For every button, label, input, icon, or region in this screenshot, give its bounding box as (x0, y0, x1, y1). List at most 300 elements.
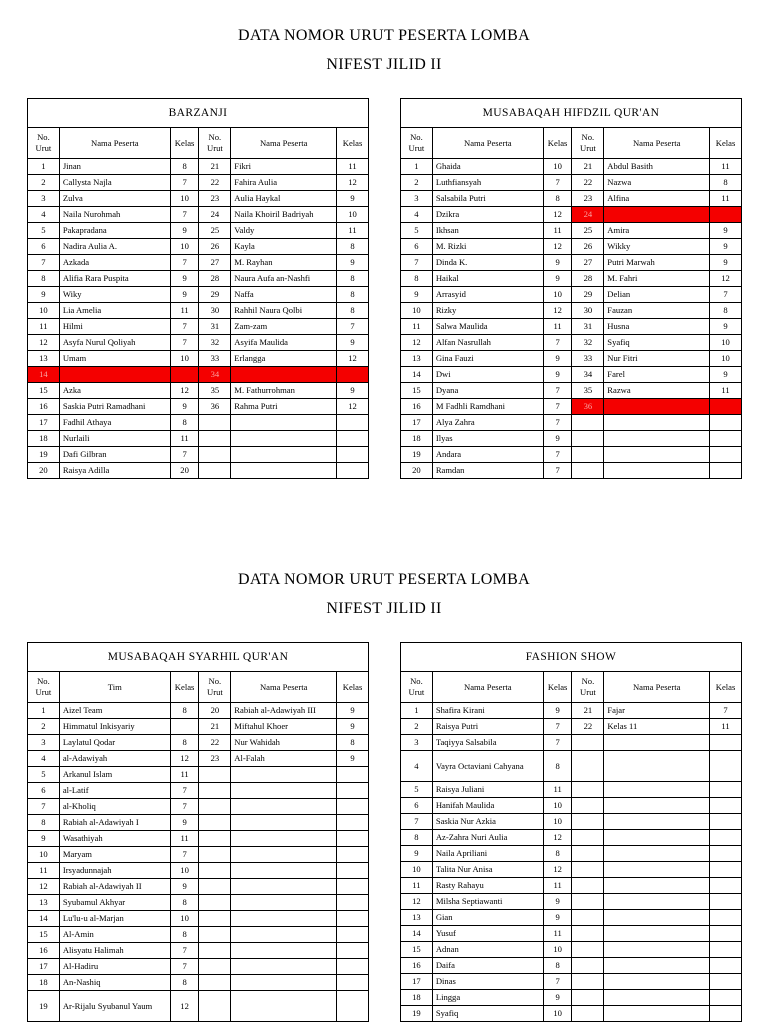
table-row (28, 431, 369, 447)
row-number (572, 735, 604, 751)
row-name: Arkanul Islam (59, 767, 170, 783)
row-class: 7 (337, 319, 369, 335)
row-name (604, 1006, 710, 1022)
row-class: 11 (543, 223, 572, 239)
table-row (28, 943, 369, 959)
row-name: Miftahul Khoer (231, 719, 337, 735)
table-row (401, 431, 742, 447)
row-name: Nur Fitri (604, 351, 710, 367)
row-name: M Fadhli Ramdhani (432, 399, 543, 415)
row-name (604, 463, 710, 479)
row-class (710, 782, 742, 798)
row-name: Valdy (231, 223, 337, 239)
row-name: Dwi (432, 367, 543, 383)
row-number: 11 (401, 319, 433, 335)
row-class: 8 (337, 271, 369, 287)
row-class: 8 (170, 975, 199, 991)
syarhil-table (27, 642, 369, 1022)
row-class: 8 (543, 958, 572, 974)
row-number (199, 927, 231, 943)
row-name (231, 767, 337, 783)
row-class (710, 878, 742, 894)
row-number: 30 (199, 303, 231, 319)
row-class (337, 975, 369, 991)
row-name (604, 798, 710, 814)
row-name: Naila Khoiril Badriyah (231, 207, 337, 223)
row-number: 10 (28, 303, 60, 319)
row-class: 11 (710, 159, 742, 175)
row-class (710, 415, 742, 431)
row-name: Nazwa (604, 175, 710, 191)
row-class: 10 (543, 287, 572, 303)
row-name: Aulia Haykal (231, 191, 337, 207)
row-name: Rabiah al-Adawiyah I (59, 815, 170, 831)
row-name (604, 415, 710, 431)
table-row (401, 719, 742, 735)
row-number: 27 (199, 255, 231, 271)
page-title-line2-second: NIFEST JILID II (326, 600, 442, 617)
row-name (604, 958, 710, 974)
row-number (572, 415, 604, 431)
table-row (401, 367, 742, 383)
table-row (28, 239, 369, 255)
row-class: 10 (543, 814, 572, 830)
row-class (710, 751, 742, 782)
row-name (231, 831, 337, 847)
row-name: Talita Nur Anisa (432, 862, 543, 878)
row-name (604, 431, 710, 447)
row-name: Irsyadunnajah (59, 863, 170, 879)
row-number: 13 (401, 351, 433, 367)
row-name: Gina Fauzi (432, 351, 543, 367)
row-number: 18 (401, 431, 433, 447)
row-name: Alisyatu Halimah (59, 943, 170, 959)
row-name: Salwa Maulida (432, 319, 543, 335)
row-name: Razwa (604, 383, 710, 399)
row-class: 11 (170, 767, 199, 783)
row-name: Fikri (231, 159, 337, 175)
row-number: 11 (28, 863, 60, 879)
table-row (401, 303, 742, 319)
row-name: Husna (604, 319, 710, 335)
table-row (28, 463, 369, 479)
row-number (199, 415, 231, 431)
table-row (28, 895, 369, 911)
row-name: Al-Hadiru (59, 959, 170, 975)
row-number: 21 (199, 159, 231, 175)
row-name (231, 431, 337, 447)
row-name: Syubamul Akhyar (59, 895, 170, 911)
row-number (199, 831, 231, 847)
row-class: 8 (543, 191, 572, 207)
row-name: Shafira Kirani (432, 703, 543, 719)
table-row (401, 255, 742, 271)
row-class: 10 (170, 911, 199, 927)
row-number (572, 798, 604, 814)
column-header: Nama Peserta (231, 672, 337, 703)
row-class: 12 (543, 862, 572, 878)
row-name: Arrasyid (432, 287, 543, 303)
table-row (401, 415, 742, 431)
column-header: No. Urut (401, 672, 433, 703)
row-number: 1 (401, 159, 433, 175)
row-number: 5 (401, 223, 433, 239)
table-row (28, 879, 369, 895)
row-class: 9 (710, 319, 742, 335)
row-class: 7 (170, 319, 199, 335)
row-number: 9 (28, 287, 60, 303)
table-row (401, 223, 742, 239)
table-row (401, 814, 742, 830)
row-class (710, 910, 742, 926)
row-name (604, 974, 710, 990)
table-row (401, 782, 742, 798)
table-row (28, 847, 369, 863)
row-name: M. Rayhan (231, 255, 337, 271)
row-name: Salsabila Putri (432, 191, 543, 207)
row-class (337, 831, 369, 847)
table-row (28, 831, 369, 847)
row-name: al-Adawiyah (59, 751, 170, 767)
column-header: Nama Peserta (231, 128, 337, 159)
row-class: 11 (543, 782, 572, 798)
row-class: 12 (170, 991, 199, 1022)
row-name: Naura Aufa an-Nashfi (231, 271, 337, 287)
row-number: 14 (28, 367, 60, 383)
row-number (572, 751, 604, 782)
row-number: 20 (28, 463, 60, 479)
table-row (28, 911, 369, 927)
row-class: 12 (170, 751, 199, 767)
row-name (231, 879, 337, 895)
row-number: 35 (199, 383, 231, 399)
row-number: 8 (28, 815, 60, 831)
row-class (710, 894, 742, 910)
row-name: Dinda K. (432, 255, 543, 271)
row-number (572, 782, 604, 798)
row-class: 9 (543, 894, 572, 910)
row-number: 16 (401, 958, 433, 974)
column-header: Kelas (170, 672, 199, 703)
table-row (28, 223, 369, 239)
row-number (199, 959, 231, 975)
row-number: 8 (401, 271, 433, 287)
row-number: 10 (401, 303, 433, 319)
row-name (604, 207, 710, 223)
row-number (199, 863, 231, 879)
row-number: 13 (28, 895, 60, 911)
row-name: Naila Apriliani (432, 846, 543, 862)
row-class (337, 895, 369, 911)
row-number: 34 (199, 367, 231, 383)
row-number: 10 (28, 847, 60, 863)
row-class: 10 (543, 942, 572, 958)
row-name: Lu'lu-u al-Marjan (59, 911, 170, 927)
row-number: 33 (199, 351, 231, 367)
row-class: 11 (170, 303, 199, 319)
row-name: Nur Wahidah (231, 735, 337, 751)
row-class: 7 (170, 799, 199, 815)
row-name: Rizky (432, 303, 543, 319)
row-number: 16 (28, 399, 60, 415)
table-row (28, 703, 369, 719)
row-number: 32 (572, 335, 604, 351)
row-class (710, 798, 742, 814)
row-name (231, 463, 337, 479)
table-row (28, 719, 369, 735)
row-class (710, 830, 742, 846)
row-class: 10 (337, 207, 369, 223)
table-row (28, 367, 369, 383)
row-number (199, 815, 231, 831)
table-caption: BARZANJI (28, 99, 369, 128)
table-row (28, 447, 369, 463)
row-class: 12 (170, 383, 199, 399)
fashion-table (400, 642, 742, 1022)
row-class: 8 (337, 287, 369, 303)
row-class: 8 (710, 303, 742, 319)
row-name: Dzikra (432, 207, 543, 223)
row-number: 25 (199, 223, 231, 239)
row-number: 21 (199, 719, 231, 735)
table-row (28, 399, 369, 415)
row-number: 15 (401, 383, 433, 399)
row-name: Naffa (231, 287, 337, 303)
row-name: Zam-zam (231, 319, 337, 335)
row-name: M. Fathurrohman (231, 383, 337, 399)
row-class: 9 (170, 879, 199, 895)
row-number: 9 (401, 846, 433, 862)
row-name (59, 367, 170, 383)
row-name: Kelas 11 (604, 719, 710, 735)
row-class: 8 (170, 703, 199, 719)
row-name: Putri Marwah (604, 255, 710, 271)
row-class: 8 (337, 303, 369, 319)
row-number: 24 (572, 207, 604, 223)
row-name: Umam (59, 351, 170, 367)
row-class: 10 (170, 191, 199, 207)
row-number: 30 (572, 303, 604, 319)
row-class (710, 463, 742, 479)
row-class: 10 (710, 335, 742, 351)
row-name (231, 367, 337, 383)
row-name: Asyfa Nurul Qoliyah (59, 335, 170, 351)
row-class: 11 (710, 719, 742, 735)
row-name: Ghaida (432, 159, 543, 175)
row-class (710, 207, 742, 223)
row-name (231, 927, 337, 943)
row-class: 8 (543, 751, 572, 782)
row-name: Rabiah al-Adawiyah II (59, 879, 170, 895)
row-class: 7 (170, 335, 199, 351)
row-name (604, 814, 710, 830)
row-number: 23 (199, 751, 231, 767)
row-name: Ramdan (432, 463, 543, 479)
row-class (337, 447, 369, 463)
row-number (199, 447, 231, 463)
row-number (199, 895, 231, 911)
row-class (337, 767, 369, 783)
table-row (401, 990, 742, 1006)
row-number: 34 (572, 367, 604, 383)
row-class (710, 990, 742, 1006)
row-name: Azkada (59, 255, 170, 271)
row-number: 31 (572, 319, 604, 335)
row-name: Rahma Putri (231, 399, 337, 415)
row-name: Lingga (432, 990, 543, 1006)
column-header: Tim (59, 672, 170, 703)
row-number (572, 1006, 604, 1022)
row-class: 8 (337, 239, 369, 255)
row-number: 22 (572, 175, 604, 191)
row-name: Rahhil Naura Qolbi (231, 303, 337, 319)
row-name (231, 847, 337, 863)
row-class: 8 (337, 735, 369, 751)
row-name (231, 799, 337, 815)
row-name: Kayla (231, 239, 337, 255)
row-number: 19 (28, 447, 60, 463)
row-name: An-Nashiq (59, 975, 170, 991)
row-class: 11 (710, 191, 742, 207)
table-row (28, 863, 369, 879)
row-class: 12 (710, 271, 742, 287)
row-name: Aizel Team (59, 703, 170, 719)
table-row (401, 287, 742, 303)
row-class: 10 (543, 798, 572, 814)
row-class: 7 (543, 735, 572, 751)
row-number: 32 (199, 335, 231, 351)
row-name: Abdul Basith (604, 159, 710, 175)
row-class: 11 (170, 831, 199, 847)
column-header: Kelas (710, 128, 742, 159)
row-number: 20 (401, 463, 433, 479)
row-class: 9 (337, 383, 369, 399)
row-number: 8 (401, 830, 433, 846)
table-row (401, 846, 742, 862)
row-number: 6 (401, 239, 433, 255)
row-class: 7 (170, 959, 199, 975)
table-row (28, 927, 369, 943)
row-class: 9 (170, 223, 199, 239)
row-number: 14 (401, 926, 433, 942)
row-name: Alfina (604, 191, 710, 207)
row-name: Saskia Putri Ramadhani (59, 399, 170, 415)
row-class: 10 (170, 351, 199, 367)
row-name (231, 943, 337, 959)
row-number: 3 (401, 735, 433, 751)
row-name: Zulva (59, 191, 170, 207)
row-name (231, 815, 337, 831)
table-row (28, 959, 369, 975)
table-row (28, 351, 369, 367)
row-class (170, 367, 199, 383)
row-name: Syafiq (432, 1006, 543, 1022)
row-number: 23 (199, 191, 231, 207)
row-class: 7 (543, 399, 572, 415)
row-class: 7 (543, 447, 572, 463)
row-number (572, 878, 604, 894)
row-name: Wasathiyah (59, 831, 170, 847)
row-class: 9 (543, 910, 572, 926)
row-number: 3 (28, 735, 60, 751)
table-row (28, 383, 369, 399)
row-number: 2 (28, 719, 60, 735)
row-number: 3 (401, 191, 433, 207)
row-number (572, 431, 604, 447)
row-number: 24 (199, 207, 231, 223)
row-class: 7 (170, 207, 199, 223)
row-class: 9 (170, 271, 199, 287)
row-number: 29 (199, 287, 231, 303)
row-class: 11 (170, 431, 199, 447)
table-row (28, 991, 369, 1022)
row-number: 19 (401, 1006, 433, 1022)
row-number: 26 (572, 239, 604, 255)
table-row (28, 287, 369, 303)
row-class: 8 (170, 159, 199, 175)
row-class: 7 (543, 415, 572, 431)
row-number: 36 (199, 399, 231, 415)
row-class: 8 (170, 927, 199, 943)
row-name: Haikal (432, 271, 543, 287)
row-number: 4 (401, 751, 433, 782)
row-class: 20 (170, 463, 199, 479)
row-number: 18 (28, 431, 60, 447)
row-name: Amira (604, 223, 710, 239)
column-header: Nama Peserta (59, 128, 170, 159)
row-number: 12 (401, 335, 433, 351)
row-name: Luthfiansyah (432, 175, 543, 191)
row-class (337, 415, 369, 431)
page-title-line1: DATA NOMOR URUT PESERTA LOMBA (237, 27, 531, 44)
row-number: 10 (401, 862, 433, 878)
page-title-line2: NIFEST JILID II (326, 56, 442, 73)
row-class: 9 (170, 399, 199, 415)
table-row (401, 191, 742, 207)
row-class (337, 943, 369, 959)
row-class: 12 (543, 303, 572, 319)
row-number (572, 942, 604, 958)
row-name: Dafi Gilbran (59, 447, 170, 463)
row-class: 8 (543, 846, 572, 862)
row-name: Raisya Putri (432, 719, 543, 735)
row-number: 21 (572, 159, 604, 175)
row-number: 17 (401, 415, 433, 431)
page-title-line1-second: DATA NOMOR URUT PESERTA LOMBA (237, 571, 531, 588)
row-number: 20 (199, 703, 231, 719)
table-row (401, 942, 742, 958)
row-name: Wiky (59, 287, 170, 303)
row-name (231, 991, 337, 1022)
table-row (401, 1006, 742, 1022)
row-class: 7 (170, 847, 199, 863)
row-number: 6 (28, 783, 60, 799)
row-number: 15 (28, 927, 60, 943)
row-number: 7 (401, 255, 433, 271)
row-number: 2 (401, 719, 433, 735)
row-number (199, 431, 231, 447)
row-name: Dyana (432, 383, 543, 399)
row-number: 12 (28, 879, 60, 895)
row-class (337, 463, 369, 479)
row-class: 7 (543, 383, 572, 399)
table-row (28, 191, 369, 207)
row-class (337, 911, 369, 927)
row-number: 14 (401, 367, 433, 383)
row-name: Ilyas (432, 431, 543, 447)
row-class: 11 (337, 223, 369, 239)
row-class: 9 (543, 990, 572, 1006)
